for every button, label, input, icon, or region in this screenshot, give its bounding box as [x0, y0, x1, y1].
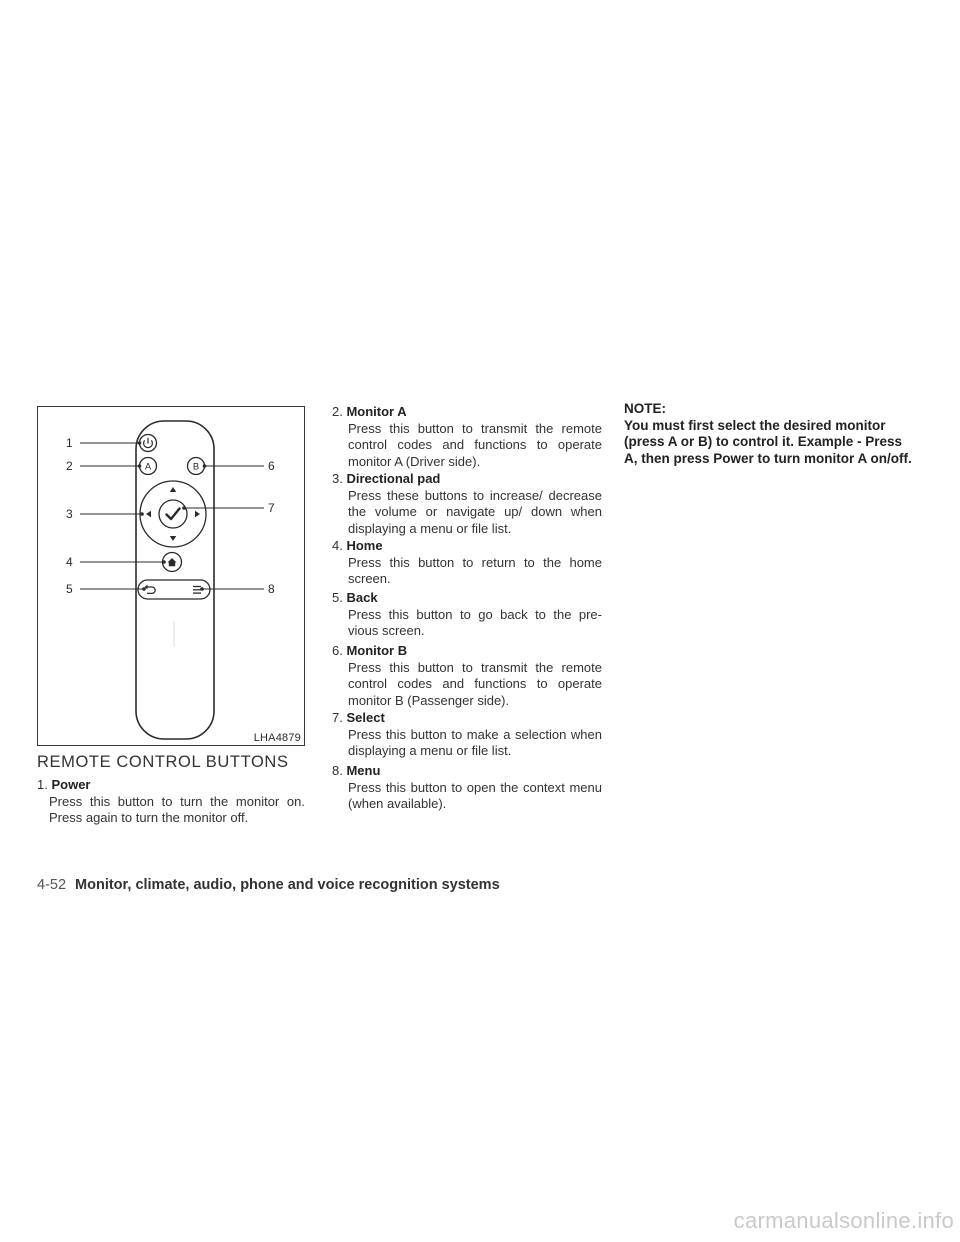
list-item-monitor-b: [332, 643, 602, 709]
item-description: Press this button to transmit the remote control codes and functions to operate monitor A (Driver side).: [348, 420, 602, 469]
callout-1: 1: [66, 436, 73, 450]
note-block: [624, 401, 914, 467]
back-arrow-icon: [145, 585, 156, 594]
item-number: 2.: [332, 404, 343, 419]
remote-control-figure: [37, 406, 305, 746]
item-number: 5.: [332, 590, 343, 605]
item-description: Press this button to go back to the pre- vious screen.: [348, 606, 602, 638]
list-item-back: [332, 590, 602, 640]
select-button: [159, 500, 187, 528]
list-item-monitor-a: [332, 404, 602, 470]
section-title: REMOTE CONTROL BUTTONS: [37, 753, 289, 771]
item-description: Press this button to transmit the remote control codes and functions to operate monitor B (Passenger side).: [348, 659, 602, 708]
callout-7: 7: [268, 501, 275, 515]
monitor-b-label: B: [192, 461, 200, 473]
list-item-select: [332, 710, 602, 760]
item-title: Monitor B: [346, 643, 408, 658]
list-item-directional-pad: [332, 471, 602, 537]
item-title: Back: [346, 590, 378, 605]
callout-4: 4: [66, 555, 73, 569]
item-number: 7.: [332, 710, 343, 725]
list-item-power: [37, 777, 305, 827]
check-icon: [167, 509, 180, 520]
item-title: Select: [346, 710, 385, 725]
page-number: 4-52: [37, 877, 67, 893]
watermark: carmanualsonline.info: [733, 1208, 954, 1233]
monitor-a-label: A: [144, 461, 152, 473]
item-number: 4.: [332, 538, 343, 553]
arrow-down-icon: [170, 536, 176, 541]
callout-2: 2: [66, 459, 73, 473]
callout-6: 6: [268, 459, 275, 473]
callout-3: 3: [66, 507, 73, 521]
callout-5: 5: [66, 582, 73, 596]
item-number: 1.: [37, 777, 48, 792]
item-title: Home: [346, 538, 383, 553]
list-item-home: [332, 538, 602, 588]
note-label: NOTE:: [624, 401, 666, 416]
callout-8: 8: [268, 582, 275, 596]
item-description: Press this button to turn the monitor on. Press again to turn the monitor off.: [49, 793, 305, 825]
item-description: Press this button to return to the home screen.: [348, 554, 602, 586]
item-number: 8.: [332, 763, 343, 778]
item-number: 6.: [332, 643, 343, 658]
figure-code: LHA4879: [253, 732, 301, 744]
menu-lines-icon: [193, 587, 201, 594]
power-icon: [144, 438, 153, 448]
arrow-left-icon: [146, 511, 151, 517]
home-icon: [168, 558, 177, 566]
item-title: Directional pad: [346, 471, 441, 486]
item-title: Menu: [346, 763, 381, 778]
item-title: Power: [51, 777, 91, 792]
remote-control-illustration: [38, 407, 306, 747]
arrow-up-icon: [170, 487, 176, 492]
item-description: Press this button to make a selection when displaying a menu or file list.: [348, 726, 602, 758]
item-number: 3.: [332, 471, 343, 486]
item-title: Monitor A: [346, 404, 407, 419]
arrow-right-icon: [195, 511, 200, 517]
page-footer: [37, 877, 500, 893]
chapter-title: Monitor, climate, audio, phone and voice recognition systems: [75, 877, 500, 893]
list-item-menu: [332, 763, 602, 813]
item-description: Press these buttons to increase/ decrease the volume or navigate up/ down when displaying a menu or file list.: [348, 487, 602, 536]
note-text: You must first select the desired monitor (press A or B) to control it. Example - Press A, then press Power to turn monitor A on/off.: [624, 417, 912, 466]
item-description: Press this button to open the context menu (when available).: [348, 779, 602, 811]
